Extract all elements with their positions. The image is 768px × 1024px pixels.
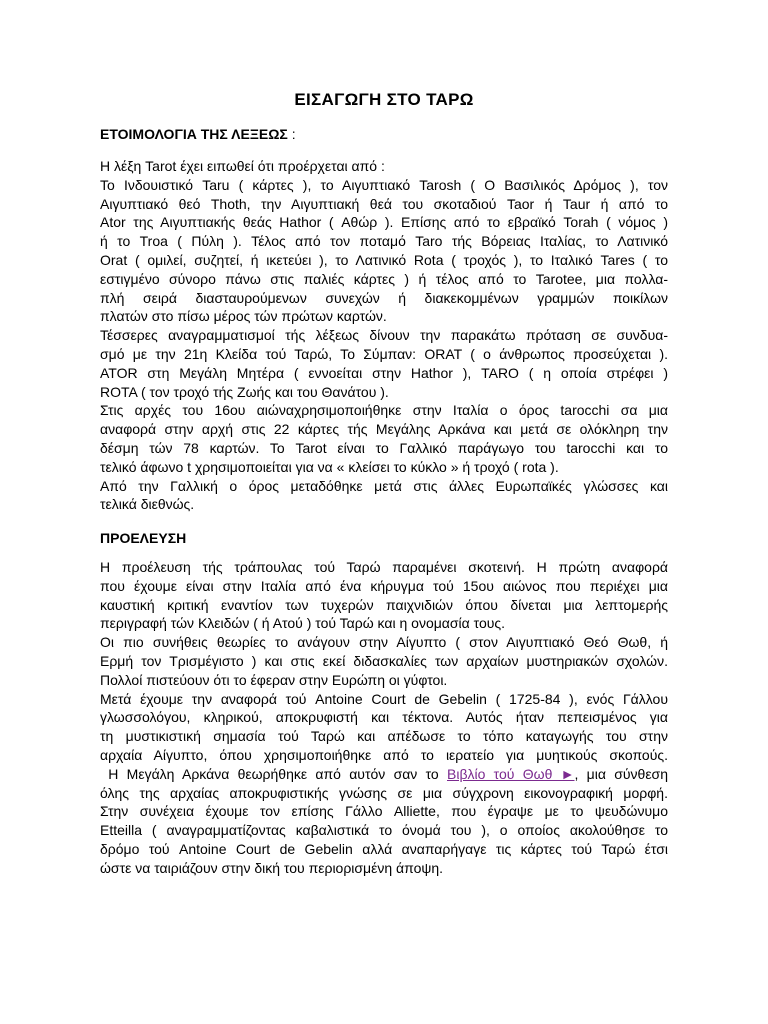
text-line: Τέσσερες αναγραμματισμοί τής λέξεως δίνουν την παρακάτω πρόταση σε συνδυα- [100, 327, 668, 344]
text-line: Το Ινδουιστικό Taru ( κάρτες ), το Αιγυπτιακό Tarosh ( Ο Βασιλικός Δρόμος ), τον [100, 176, 668, 193]
text-line: δέσμη τών 78 καρτών. Το Tarot είναι το Γαλλικό παράγωγο του tarocchi και το [100, 439, 668, 456]
text-line: αναφορά στην αρχή στις 22 κάρτες τής Μεγάλης Αρκάνα και μετά σε ολόκληρη την [100, 421, 668, 438]
text-line: Orat ( ομιλεί, συζητεί, ή ικετεύει ), το Λατινικό Rota ( τροχός ), το Ιταλικό Tares ( το [100, 251, 668, 268]
section-heading-origin: ΠΡΟΕΛΕΥΣΗ [100, 530, 187, 546]
section-heading-etymology [100, 126, 296, 142]
section-heading-etymology-text: ΕΤΟΙΜΟΛΟΓΙΑ ΤΗΣ ΛΕΞΕΩΣ [100, 126, 288, 142]
document-title: ΕΙΣΑΓΩΓΗ ΣΤΟ ΤΑΡΩ [294, 90, 474, 109]
text-line: Αιγυπτιακό θεό Thoth, την Αιγυπτιακή θεά του σκοταδιού Taor ή Taur ή από το [100, 195, 668, 212]
text-line: εστιγμένο σύνορο πάνω στις παλιές κάρτες ) ή τέλος από το Tarotee, μια πολλα- [100, 270, 668, 287]
text-line: αρχαία Αίγυπτο, όπου χρησιμοποιήθηκε από το ιερατείο για μυητικούς σκοπούς. [100, 746, 668, 763]
text-line: Πολλοί πιστεύουν ότι το έφεραν στην Ευρώπη οι γύφτοι. [100, 671, 448, 688]
text-line: ή το Troa ( Πύλη ). Τέλος από τον ποταμό Taro τής Βόρειας Ιταλίας, το Λατινικό [100, 233, 668, 250]
text-line: όλης της αρχαίας αποκρυφιστικής γνώσης σε μια σύγχρονη εικονογραφική μορφή. [100, 784, 668, 801]
text-line: ώστε να ταιριάζουν στην δική του περιορισμένη άποψη. [100, 859, 444, 876]
text-line: περιγραφή τών Κλειδών ( ή Ατού ) τού Ταρώ και η ονομασία τους. [100, 615, 506, 632]
text-line: Η προέλευση τής τράπουλας τού Ταρώ παραμένει σκοτεινή. Η πρώτη αναφορά [100, 559, 668, 575]
text-line: ROTA ( τον τροχό τής Ζωής και του Θανάτου ). [100, 383, 389, 400]
link-line-before: Η Μεγάλη Αρκάνα θεωρήθηκε από αυτόν σαν το [100, 765, 447, 782]
text-line: που έχουμε είναι στην Ιταλία από ένα κήρυγμα τού 15ου αιώνος που περιέχει μια [100, 577, 668, 594]
text-line: Στις αρχές του 16ου αιώναχρησιμοποιήθηκε στην Ιταλία ο όρος tarocchi σα μια [100, 402, 668, 419]
text-line: πλή σειρά διασταυρούμενων συνεχών ή διακεκομμένων γραμμών ποικίλων [100, 289, 668, 306]
text-line: Μετά έχουμε την αναφορά τού Antoine Court de Gebelin ( 1725-84 ), ενός Γάλλου [100, 690, 668, 707]
text-line: γλωσσολόγου, κληρικού, αποκρυφιστή και τέκτονα. Αυτός ήταν πεπεισμένος για [100, 709, 668, 726]
text-line: τελικά διεθνώς. [100, 496, 195, 513]
text-line: δρόμο τού Antoine Court de Gebelin αλλά αναπαρήγαγε τις κάρτες τού Ταρώ έτσι [100, 840, 668, 857]
text-line: τη μυστικιστική σημασία τού Ταρώ και απέδωσε το τόπο καταγωγής του στην [100, 728, 668, 745]
text-line: πλατών στο πίσω μέρος τών πρώτων καρτών. [100, 308, 387, 325]
text-line: σμό με την 21η Κλείδα τού Ταρώ, Το Σύμπαν: ORAT ( ο άνθρωπος προσεύχεται ). [100, 345, 668, 362]
etymology-paragraphs [100, 157, 668, 514]
text-line: Ερμή τον Τρισμέγιστο ) και στις εκεί διδασκαλίες των αρχαίων μυστηριακών σχολών. [100, 652, 668, 669]
text-line: Από την Γαλλική ο όρος μεταδόθηκε μετά στις άλλες Ευρωπαϊκές γλώσσες και [100, 477, 668, 494]
text-line: Ator της Αιγυπτιακής θεάς Hathor ( Αθώρ ). Επίσης από το εβραϊκό Torah ( νόμος ) [100, 214, 668, 231]
text-line: τελικό άφωνο t χρησιμοποιείται για να « κλείσει το κύκλο » ή τροχό ( rota ). [100, 458, 559, 475]
section-heading-etymology-suffix: : [287, 126, 296, 142]
text-line: Etteilla ( αναγραμματίζοντας καβαλιστικά το όνομά του ), ο οποίος ακολούθησε το [100, 822, 668, 839]
link-line-after: , μια σύνθεση [574, 765, 668, 782]
text-line: Οι πιο συνήθεις θεωρίες το ανάγουν στην Αίγυπτο ( στον Αιγυπτιακό Θεό Θωθ, ή [100, 634, 668, 651]
text-line-with-link [100, 765, 668, 784]
origin-paragraphs [100, 558, 668, 878]
text-line: Η λέξη Tarot έχει ειπωθεί ότι προέρχεται από : [100, 158, 385, 174]
text-line: καυστική κριτική εναντίον των τυχερών παιχνιδιών όπου δίνεται μια λεπτομερής [100, 596, 668, 613]
text-line: Στην συνέχεια έχουμε τον επίσης Γάλλο Alliette, που έγραψε με το ψευδώνυμο [100, 803, 668, 820]
text-line: ATOR στη Μεγάλη Μητέρα ( εννοείται στην Hathor ), TARO ( η οποία στρέφει ) [100, 364, 668, 381]
book-of-thoth-link[interactable]: Βιβλίο τού Θωθ ► [447, 765, 575, 782]
